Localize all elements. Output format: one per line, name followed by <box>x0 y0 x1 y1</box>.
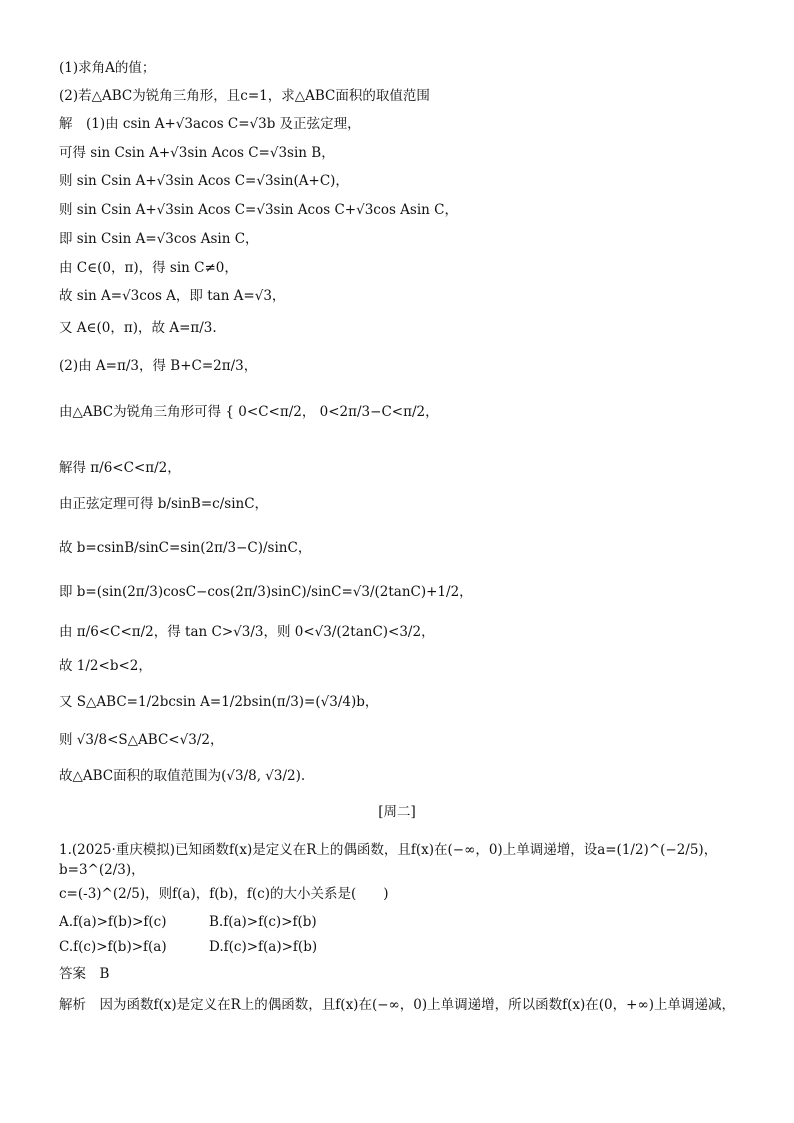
text-line: 则 sin Csin A+√3sin Acos C=√3sin Acos C+√3cos Asin C， <box>59 202 458 218</box>
answer-line: 答案 B <box>59 966 110 982</box>
text-line: 故△ABC面积的取值范围为(√3/8, √3/2). <box>59 768 306 784</box>
text-line: 又 S△ABC=1/2bcsin A=1/2bsin(π/3)=(√3/4)b， <box>59 694 379 710</box>
text-line: (2)若△ABC为锐角三角形，且c=1，求△ABC面积的取值范围 <box>59 88 430 104</box>
question-stem-cont: c=(-3)^(2/5)，则f(a)，f(b)，f(c)的大小关系是( ) <box>59 886 389 902</box>
text-line: 可得 sin Csin A+√3sin Acos C=√3sin B， <box>59 145 335 161</box>
text-line: (1)求角A的值； <box>59 60 156 76</box>
question-stem: 1.(2025·重庆模拟)已知函数f(x)是定义在R上的偶函数，且f(x)在(−∞，0)上单调递增，设a=(1/2)^(−2/5)，b=3^(2/3)， <box>59 842 718 878</box>
text-line: 即 b=(sin(2π/3)cosC−cos(2π/3)sinC)/sinC=√3/(2tanC)+1/2， <box>59 584 473 600</box>
analysis-line: 解析 因为函数f(x)是定义在R上的偶函数，且f(x)在(−∞，0)上单调递增，所以函数f(x)在(0，+∞)上单调递减， <box>59 997 735 1013</box>
text-line: 解得 π/6<C<π/2， <box>59 460 181 476</box>
text-line: 解 (1)由 csin A+√3acos C=√3b 及正弦定理， <box>59 116 361 132</box>
text-line: (2)由 A=π/3，得 B+C=2π/3， <box>59 358 258 374</box>
text-line: 又 A∈(0，π)，故 A=π/3. <box>59 320 217 336</box>
text-line: 故 sin A=√3cos A，即 tan A=√3， <box>59 288 286 304</box>
text-line: 则 sin Csin A+√3sin Acos C=√3sin(A+C)， <box>59 173 349 189</box>
option-b: B.f(a)>f(c)>f(b) <box>209 914 317 930</box>
option-c: C.f(c)>f(b)>f(a) <box>59 939 167 955</box>
text-line: 由 π/6<C<π/2，得 tan C>√3/3，则 0<√3/(2tanC)<3/2， <box>59 624 435 640</box>
text-line: 故 b=csinB/sinC=sin(2π/3−C)/sinC， <box>59 540 312 556</box>
text-line: 由正弦定理可得 b/sinB=c/sinC， <box>59 496 269 512</box>
text-line: 由 C∈(0，π)，得 sin C≠0， <box>59 260 238 276</box>
text-line: 故 1/2<b<2， <box>59 658 152 674</box>
text-line: 则 √3/8<S△ABC<√3/2， <box>59 732 224 748</box>
text-line: 即 sin Csin A=√3cos Asin C， <box>59 231 259 247</box>
option-a: A.f(a)>f(b)>f(c) <box>59 914 167 930</box>
text-line: 由△ABC为锐角三角形可得 { 0<C<π/2， 0<2π/3−C<π/2， <box>59 404 439 420</box>
section-heading: [周二] <box>378 804 416 820</box>
option-d: D.f(c)>f(a)>f(b) <box>209 939 318 955</box>
